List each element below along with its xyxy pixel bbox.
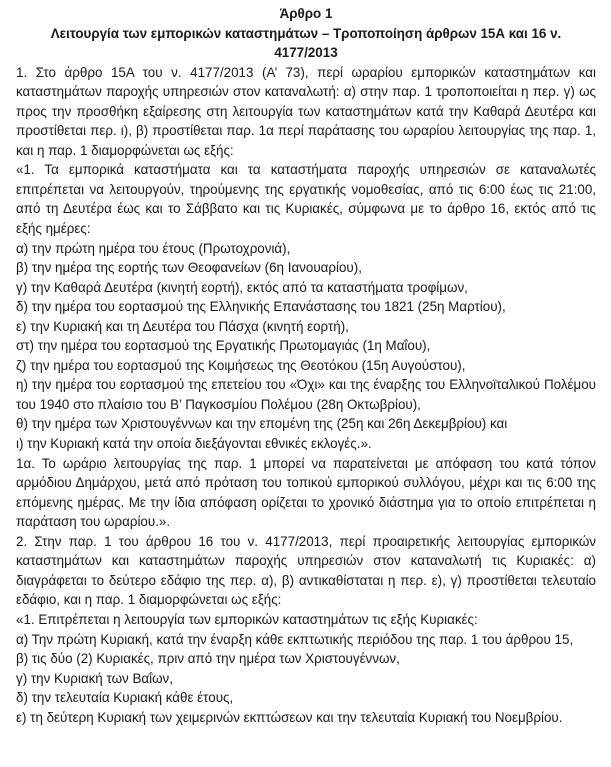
list-item-b: β) την ημέρα της εορτής των Θεοφανείων (6η Ιανουαρίου), <box>16 260 362 276</box>
paragraph-quoted-sundays: «1. Επιτρέπεται η λειτουργία των εμπορικών καταστημάτων τις εξής Κυριακές: <box>16 611 478 627</box>
paragraph-1a: 1α. Το ωράριο λειτουργίας της παρ. 1 μπορεί να παρατείνεται με απόφαση του κατά τόπον αρμόδιου Δημάρχου, μετά από πρόταση του τοπικού εμπορικού συλλόγου, μέχρι και τις 6:00 της επόμενης ημέρας. Με την ίδια απόφαση ορίζεται το χρονικό διάστημα για το οποίο επιτρέπεται η παράταση του ωραρίου.». <box>16 455 596 530</box>
article-heading: Άρθρο 1 <box>279 6 333 21</box>
paragraph-1-amendment-intro: 1. Στο άρθρο 15Α του ν. 4177/2013 (Α’ 73), περί ωραρίου εμπορικών καταστημάτων και καταστημάτων παροχής υπηρεσιών στον καταναλωτή: α) στην παρ. 1 τροποποιείται η περ. γ) ως προς την προσθήκη εξαίρεσης στη λειτουργία των καταστημάτων κατά την Καθαρά Δευτέρα και προστίθεται περ. ι), β) προστίθεται παρ. 1α περί παράτασης του ωραρίου λειτουργίας της παρ. 1, και η παρ. 1 διαμορφώνεται ως εξής: <box>16 64 596 158</box>
list-item-st: στ) την ημέρα του εορτασμού της Εργατικής Πρωτομαγιάς (1η Μαΐου), <box>16 338 431 354</box>
sunday-item-e: ε) τη δεύτερη Κυριακή των χειμερινών εκπτώσεων και την τελευταία Κυριακή του Νοεμβρίου. <box>16 709 563 725</box>
list-item-a: α) την πρώτη ημέρα του έτους (Πρωτοχρονιά), <box>16 240 291 256</box>
list-item-h: η) την ημέρα του εορτασμού της επετείου του «Όχι» και της έναρξης του Ελληνοϊταλικού Πολέμου του 1940 στο πλαίσιο του Β’ Παγκοσμίου Πολέμου (28η Οκτωβρίου), <box>16 377 596 412</box>
list-item-c: γ) την Καθαρά Δευτέρα (κινητή εορτή), εκτός από τα καταστήματα τροφίμων, <box>16 279 468 295</box>
list-item-z: ζ) την ημέρα του εορτασμού της Κοιμήσεως της Θεοτόκου (15η Αυγούστου), <box>16 357 466 373</box>
sunday-item-d: δ) την τελευταία Κυριακή κάθε έτους, <box>16 690 234 706</box>
list-item-d: δ) την ημέρα του εορτασμού της Ελληνικής Επανάστασης του 1821 (25η Μαρτίου), <box>16 299 506 315</box>
list-item-e: ε) την Κυριακή και τη Δευτέρα του Πάσχα (κινητή εορτή), <box>16 318 349 334</box>
paragraph-2-amendment-intro: 2. Στην παρ. 1 του άρθρου 16 του ν. 4177/2013, περί προαιρετικής λειτουργίας εμπορικών καταστημάτων και καταστημάτων παροχής υπηρεσιών στον καταναλωτή τις Κυριακές: α) διαγράφεται το δεύτερο εδάφιο της περ. α), β) αντικαθίσταται η περ. ε), γ) προστίθεται τελευταίο εδάφιο, και η παρ. 1 διαμορφώνεται ως εξής: <box>16 533 596 608</box>
article-subheading: Λειτουργία των εμπορικών καταστημάτων – Τροποποίηση άρθρων 15Α και 16 ν. 4177/2013 <box>50 25 562 61</box>
sunday-item-a: α) Την πρώτη Κυριακή, κατά την έναρξη κάθε εκπτωτικής περιόδου της παρ. 1 του άρθρου 15, <box>16 631 574 647</box>
paragraph-quoted-par-1: «1. Τα εμπορικά καταστήματα και τα καταστήματα παροχής υπηρεσιών σε καταναλωτές επιτρέπεται να λειτουργούν, τηρούμενης της εργατικής νομοθεσίας, από τις 6:00 έως τις 21:00, από τη Δευτέρα έως και το Σάββατο και τις Κυριακές, σύμφωνα με το άρθρο 16, εκτός από τις εξής ημέρες: <box>16 162 596 237</box>
list-item-i: ι) την Κυριακή κατά την οποία διεξάγονται εθνικές εκλογές.». <box>16 436 372 452</box>
sunday-item-b: β) τις δύο (2) Κυριακές, πριν από την ημέρα των Χριστουγέννων, <box>16 651 400 667</box>
sunday-item-c: γ) την Κυριακή των Βαΐων, <box>16 670 173 686</box>
list-item-th: θ) την ημέρα των Χριστουγέννων και την επομένη της (25η και 26η Δεκεμβρίου) και <box>16 416 508 432</box>
